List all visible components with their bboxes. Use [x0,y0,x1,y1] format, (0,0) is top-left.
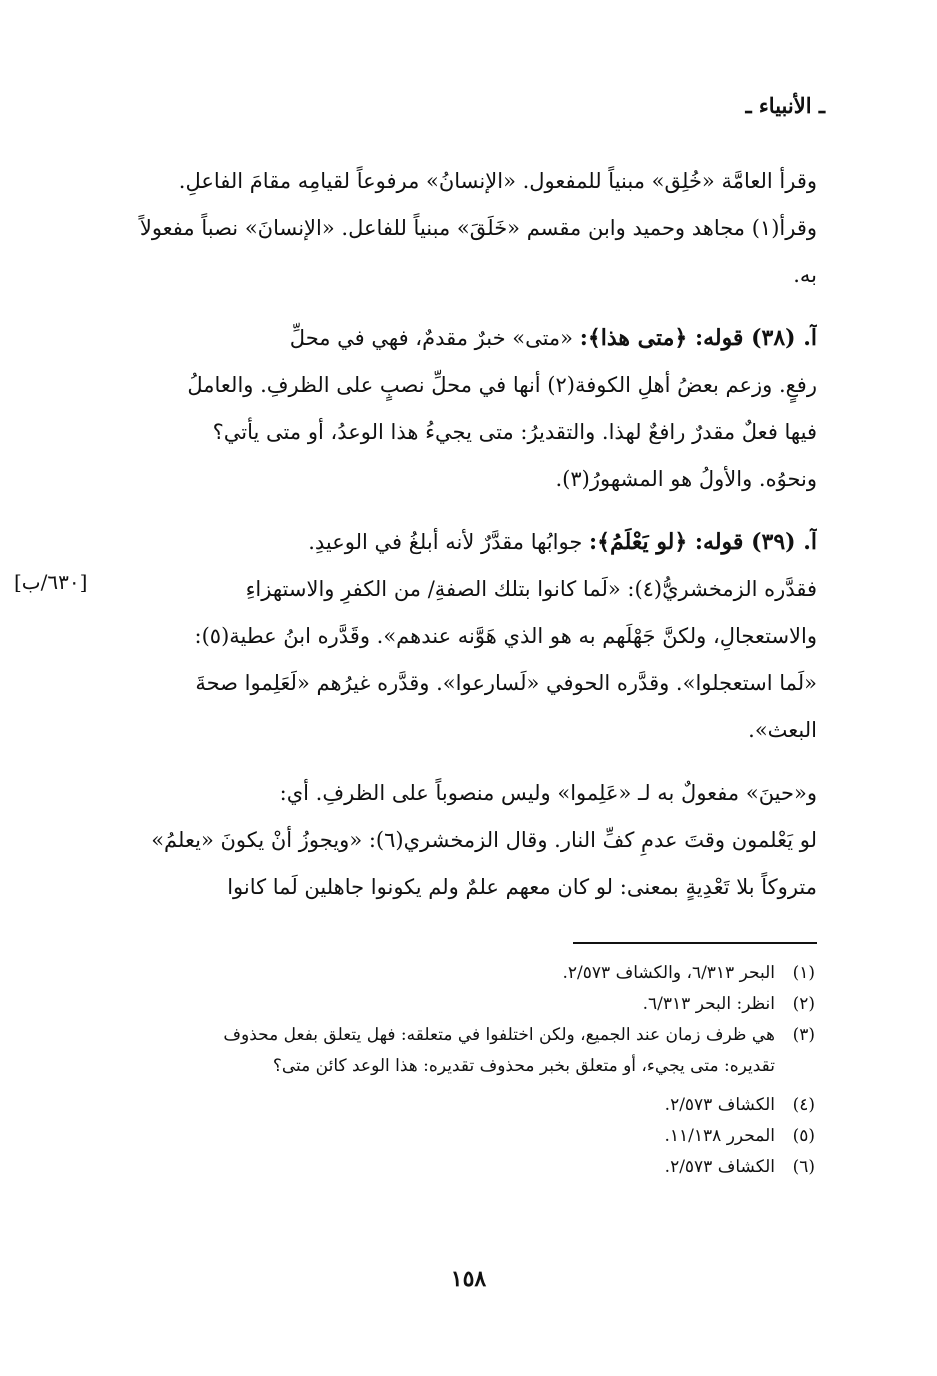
footnote-text: هي ظرف زمان عند الجميع، ولكن اختلفوا في متعلقه: فهل يتعلق بفعل محذوف [223,1025,775,1045]
footnote-number: (٢) [792,994,815,1014]
text-line: لو يَعْلمون وقتَ عدمِ كفِّ النار. وقال الزمخشري(٦): «ويجوزُ أنْ يكونَ «يعلمُ» [151,828,817,852]
footnote-number: (٥) [792,1126,815,1146]
footnote [115,958,815,989]
text-line: رفعٍ. وزعم بعضُ أهلِ الكوفة(٢) أنها في محلِّ نصبٍ على الظرفِ. والعاملُ [187,373,817,397]
text-line: به. [793,263,817,287]
footnote-text: الكشاف ٢/٥٧٣. [664,1157,775,1177]
page-number: ١٥٨ [450,1266,487,1292]
footnote [115,1020,815,1082]
paragraph-verse-39 [127,519,817,754]
footnote [115,1090,815,1121]
footnote-text: المحرر ١١/١٣٨. [664,1126,775,1146]
paragraph-verse-38 [127,315,817,503]
footnote-number: (٦) [792,1157,815,1177]
running-head: ـ الأنبياء ـ [745,93,825,118]
footnote-text: الكشاف ٢/٥٧٣. [664,1095,775,1115]
text-line [127,519,817,566]
text-line: وقرأ العامَّة «خُلِق» مبنياً للمفعول. «الإنسانُ» مرفوعاً لقيامِه مقامَ الفاعلِ. [178,169,817,193]
text-line: فيها فعلٌ مقدرٌ رافعٌ لهذا. والتقديرُ: متى يجيءُ هذا الوعدُ، أو متى يأتي؟ [212,420,817,444]
footnote-number: (١) [792,963,815,983]
text-line: «لَما استعجلوا». وقدَّره الحوفي «لَسارعوا». وقدَّره غيرُهم «لَعَلِموا صحةَ [195,671,817,695]
footnote-number: (٣) [792,1025,815,1045]
text-line: البعث». [748,718,817,742]
margin-folio-note: [٦٣٠/ب] [14,570,88,594]
footnote-text: انظر: البحر ٦/٣١٣. [642,994,775,1014]
footnote [115,1152,815,1183]
paragraph-hina [127,770,817,911]
footnote-separator [573,942,817,944]
text-fragment: «متى» خبرٌ مقدمٌ، فهي في محلِّ [289,326,574,350]
verse-heading-39: آ. (٣٩) قوله: ﴿لو يَعْلَمُ﴾: [588,529,817,555]
footnote-text: البحر ٦/٣١٣، والكشاف ٢/٥٧٣. [562,963,775,983]
footnote [115,989,815,1020]
text-line: و«حينَ» مفعولٌ به لـ «عَلِموا» وليس منصوباً على الظرفِ. أي: [279,781,817,805]
text-line: فقدَّره الزمخشريُّ(٤): «لَما كانوا بتلك الصفةِ/ من الكفرِ والاستهزاءِ [245,577,817,601]
verse-heading-38: آ. (٣٨) قوله: ﴿متى هذا﴾: [579,325,817,351]
paragraph-reading [127,158,817,299]
footnote-number: (٤) [792,1095,815,1115]
text-fragment: جوابُها مقدَّرٌ لأنه أبلغُ في الوعيدِ. [308,530,583,554]
footnote [115,1121,815,1152]
text-line: وقرأ(١) مجاهد وحميد وابن مقسم «خَلَقَ» مبنياً للفاعل. «الإنسانَ» نصباً مفعولاً [139,216,817,240]
main-text [127,158,817,911]
footnotes [115,958,815,1183]
text-line: متروكاً بلا تَعْدِيةٍ بمعنى: لو كان معهم علمٌ ولم يكونوا جاهلين لَما كانوا [227,875,817,899]
text-line: والاستعجالِ، ولكنَّ جَهْلَهم به هو الذي هَوَّنه عندهم». وقَدَّره ابنُ عطية(٥): [194,624,817,648]
text-line [127,315,817,362]
text-line: ونحوُه. والأولُ هو المشهورُ(٣). [555,467,817,491]
footnote-text: تقديره: متى يجيء، أو متعلق بخبر محذوف تقديره: هذا الوعد كائن متى؟ [272,1056,775,1076]
